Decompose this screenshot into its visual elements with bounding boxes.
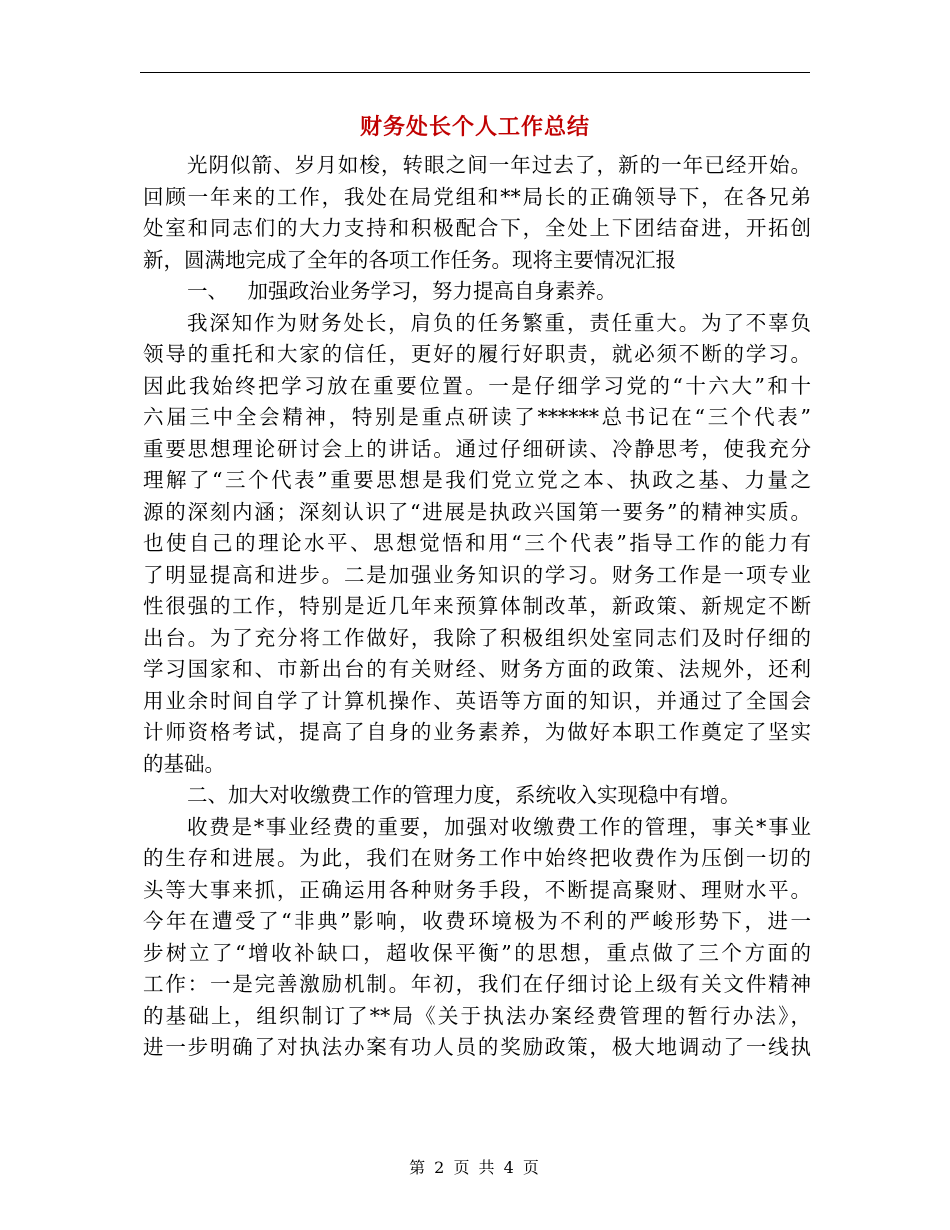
paragraph [143, 812, 811, 1064]
text-line: 我深知作为财务处长，肩负的任务繁重，责任重大。为了不辜负 [187, 310, 811, 335]
text-line: 了明显提高和进步。二是加强业务知识的学习。财务工作是一项专业 [143, 562, 811, 587]
document-body [143, 150, 811, 1064]
text-line: 性很强的工作，特别是近几年来预算体制改革，新政策、新规定不断 [143, 594, 811, 618]
paragraph [143, 150, 811, 276]
text-line: 回顾一年来的工作，我处在局党组和**局长的正确领导下，在各兄弟 [143, 184, 811, 209]
page-number: 第 2 页 共 4 页 [409, 1158, 541, 1177]
text-line: 新，圆满地完成了全年的各项工作任务。现将主要情况汇报 [143, 247, 676, 272]
text-line: 出台。为了充分将工作做好，我除了积极组织处室同志们及时仔细的 [143, 625, 811, 650]
text-line: 步树立了“增收补缺口，超收保平衡”的思想，重点做了三个方面的 [143, 940, 811, 965]
text-line: 理解了“三个代表”重要思想是我们党立党之本、执政之基、力量之 [143, 468, 811, 492]
text-line: 领导的重托和大家的信任，更好的履行好职责，就必须不断的学习。 [143, 342, 811, 366]
section-heading: 一、 加强政治业务学习，努力提高自身素养。 [187, 279, 617, 303]
text-line: 的生存和进展。为此，我们在财务工作中始终把收费作为压倒一切的 [143, 846, 811, 870]
text-line: 计师资格考试，提高了自身的业务素养，为做好本职工作奠定了坚实 [143, 720, 811, 744]
header-rule [140, 72, 810, 73]
text-line: 源的深刻内涵；深刻认识了“进展是执政兴国第一要务”的精神实质。 [143, 499, 811, 524]
text-line: 处室和同志们的大力支持和积极配合下，全处上下团结奋进，开拓创 [143, 216, 811, 240]
text-line: 进一步明确了对执法办案有功人员的奖励政策，极大地调动了一线执 [143, 1035, 811, 1059]
text-line: 的基础。 [143, 751, 225, 776]
text-line: 也使自己的理论水平、思想觉悟和用“三个代表”指导工作的能力有 [143, 531, 811, 555]
section-heading: 二、加大对收缴费工作的管理力度，系统收入实现稳中有增。 [187, 783, 741, 807]
page-title: 财务处长个人工作总结 [359, 114, 590, 140]
text-line: 因此我始终把学习放在重要位置。一是仔细学习党的“十六大”和十 [143, 373, 811, 398]
text-line: 重要思想理论研讨会上的讲话。通过仔细研读、冷静思考，使我充分 [143, 436, 811, 461]
text-line: 六届三中全会精神，特别是重点研读了******总书记在“三个代表” [143, 405, 811, 429]
text-line: 工作：一是完善激励机制。年初，我们在仔细讨论上级有关文件精神 [143, 972, 811, 996]
text-line: 学习国家和、市新出台的有关财经、财务方面的政策、法规外，还利 [143, 657, 811, 681]
paragraph [143, 308, 811, 781]
text-line: 光阴似箭、岁月如梭，转眼之间一年过去了，新的一年已经开始。 [187, 153, 811, 177]
text-line: 收费是*事业经费的重要，加强对收缴费工作的管理，事关*事业 [187, 814, 811, 839]
text-line: 的基础上，组织制订了**局《关于执法办案经费管理的暂行办法》， [143, 1003, 811, 1028]
text-line: 头等大事来抓，正确运用各种财务手段，不断提高聚财、理财水平。 [143, 877, 811, 902]
text-line: 用业余时间自学了计算机操作、英语等方面的知识，并通过了全国会 [143, 688, 811, 713]
text-line: 今年在遭受了“非典”影响，收费环境极为不利的严峻形势下，进一 [143, 909, 811, 933]
